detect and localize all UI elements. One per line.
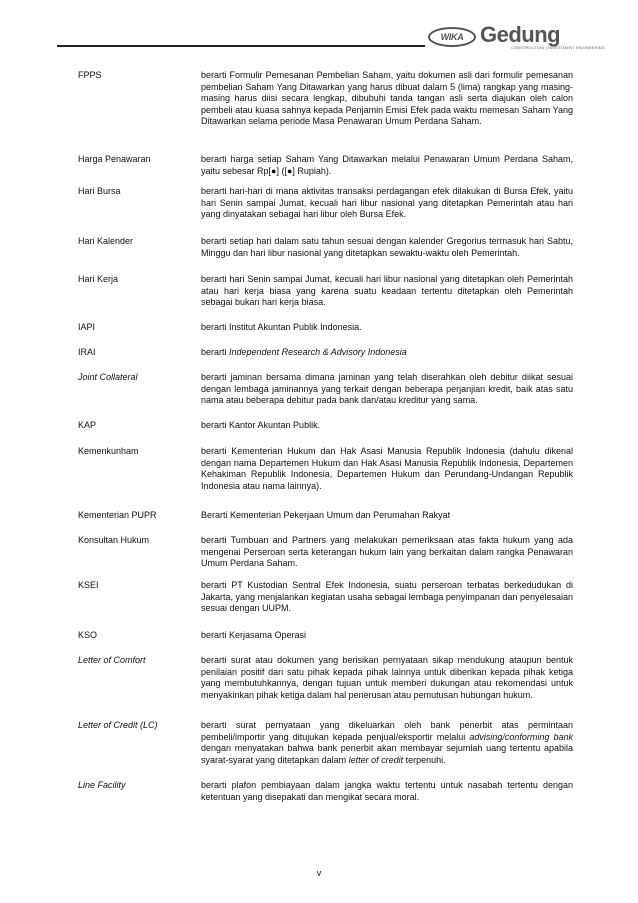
glossary-entry [78, 510, 573, 522]
glossary-term: IAPI [78, 322, 96, 332]
glossary-term: IRAI [78, 347, 96, 357]
definition-text: berarti PT Kustodian Sentral Efek Indonesia, suatu perseroan terbatas berkedudukan di Jakarta, yang menjalankan kegiatan usaha sebagai lembaga penyimpanan dan penyelesaian sesuai dengan UUPM. [201, 580, 573, 613]
glossary-definition [201, 580, 573, 615]
glossary-entry [78, 630, 573, 642]
glossary-entry [78, 372, 573, 407]
glossary-term: Letter of Credit (LC) [78, 720, 158, 730]
definition-text: berarti Formulir Pemesanan Pembelian Saham, yaitu dokumen asli dari formulir pemesanan pembelian Saham Yang Ditawarkan yang harus dibuat dalam 5 (lima) rangkap yang masing-masing harus diisi secara lengkap, dibubuhi tanda tangan asli serta diajukan oleh calon pembeli atau kuasa sahnya kepada Penjamin Emisi Efek pada waktu memesan Saham Yang Ditawarkan selama periode Masa Penawaran Umum Perdana Saham. [201, 70, 573, 126]
glossary-term: KSEI [78, 580, 99, 590]
glossary-entry [78, 322, 573, 334]
glossary-definition [201, 655, 573, 701]
glossary-entry [78, 274, 573, 309]
definition-text: berarti harga setiap Saham Yang Ditawarkan melalui Penawaran Umum Perdana Saham, yaitu sebesar Rp[●] ([●] Rupiah). [201, 154, 573, 176]
glossary-definition [201, 780, 573, 803]
glossary-definition [201, 154, 573, 177]
header-rule [57, 45, 425, 47]
definition-text: berarti hari-hari di mana aktivitas transaksi perdagangan efek dilakukan di Bursa Efek, yaitu hari Senin sampai Jumat, kecuali hari libur nasional yang ditetapkan Pemerintah atau hari yang dinyatakan sebagai hari libur oleh Bursa Efek. [201, 186, 573, 219]
glossary-definition [201, 446, 573, 492]
definition-text: berarti Kerjasama Operasi [201, 630, 307, 640]
definition-text: Berarti Kementerian Pekerjaan Umum dan Perumahan Rakyat [201, 510, 451, 520]
glossary-term: Letter of Comfort [78, 655, 146, 665]
brand-tagline: CONSTRUCTION | INVESTMENT ENGINEERING [511, 45, 606, 50]
definition-text: berarti Kantor Akuntan Publik. [201, 420, 321, 430]
glossary-definition [201, 70, 573, 128]
glossary-term: Line Facility [78, 780, 126, 790]
glossary-term: KSO [78, 630, 98, 640]
glossary-term: Hari Kalender [78, 236, 134, 246]
glossary-term: KAP [78, 420, 97, 430]
glossary-entry [78, 236, 573, 259]
glossary-entry [78, 186, 573, 221]
definition-text: Independent Research & Advisory Indonesia [229, 347, 407, 357]
definition-text: dengan menyatakan bahwa bank penerbit akan membayar sejumlah uang tertentu apabila syarat-syarat yang ditetapkan dalam [201, 743, 573, 765]
glossary-definition [201, 322, 573, 334]
glossary-definition [201, 347, 573, 359]
definition-text: terpenuhi. [403, 754, 446, 765]
definition-text: berarti jaminan bersama dimana jaminan yang telah diserahkan oleh debitur diikat sesuai dengan lembaga jaminannya yang terkait dengan beberapa perjanjian kredit, baik atas satu nama atau beberapa debitur pada bank dan/atau kreditur yang sama. [201, 372, 573, 405]
glossary-entry [78, 535, 573, 570]
glossary-term: Kemenkunham [78, 446, 139, 456]
definition-text: letter of credit [348, 754, 404, 765]
definition-text: berarti Tumbuan and Partners yang melakukan pemeriksaan atas fakta hukum yang ada mengenai Perseroan serta keterangan hukum lain yang berkaitan dalam rangka Penawaran Umum Perdana Saham. [201, 535, 573, 568]
glossary-entry [78, 70, 573, 128]
definition-text: berarti [201, 347, 230, 357]
company-logo [428, 22, 606, 50]
glossary-term: Kementerian PUPR [78, 510, 157, 520]
definition-text: berarti plafon pembiayaan dalam jangka waktu tertentu untuk nasabah tertentu dengan ketentuan yang disepakati dan mengikat secara moral. [201, 780, 573, 802]
definition-text: berarti hari Senin sampai Jumat, kecuali hari libur nasional yang ditetapkan oleh Pemerintah atau hari kerja biasa yang karena suatu keadaan tertentu ditetapkan oleh Pemerintah sebagai bukan hari kerja biasa. [201, 274, 573, 307]
glossary-definition [201, 372, 573, 407]
definition-text: advising/conforming bank [469, 731, 574, 742]
page-number: v [316, 868, 322, 878]
glossary-entry [78, 154, 573, 177]
glossary-definition [201, 274, 573, 309]
glossary-term: Hari Kerja [78, 274, 119, 284]
glossary-definition [201, 720, 573, 766]
glossary-entry [78, 446, 573, 492]
definition-text: berarti surat atau dokumen yang berisikan pernyataan sikap mendukung ataupun bentuk penilaian positif dari satu pihak kepada pihak lainnya untuk diberikan kepada pihak ketiga yang membutuhkannya, dengan tujuan untuk memberi dukungan atau rekomendasi untuk menyakinkan pihak ketiga dalam hal penerusan atau pemutusan hubungan hukum. [201, 655, 573, 700]
wika-logo-icon: WIKA [428, 27, 476, 47]
glossary-entry [78, 347, 573, 359]
glossary-definition [201, 236, 573, 259]
glossary-definition [201, 420, 573, 432]
glossary-definition [201, 630, 573, 642]
definition-text: berarti surat pernyataan yang dikeluarkan oleh bank penerbit atas permintaan pembeli/importir yang ditujukan kepada penjual/eksportir melalui [201, 720, 573, 742]
glossary-term: Konsultan Hukum [78, 535, 150, 545]
glossary-definition [201, 186, 573, 221]
definition-text: berarti Institut Akuntan Publik Indonesia. [201, 322, 362, 332]
definition-text: berarti Kementerian Hukum dan Hak Asasi Manusia Republik Indonesia (dahulu dikenal dengan nama Departemen Hukum dan Hak Asasi Manusia Republik Indonesia, Departemen Kehakiman Republik Indonesia, Departemen Hukum dan Perundang-Undangan Republik Indonesia atau nama lainnya). [201, 446, 573, 491]
glossary-definition [201, 535, 573, 570]
glossary-term: Harga Penawaran [78, 154, 151, 164]
glossary-term: FPPS [78, 70, 102, 80]
glossary-entry [78, 580, 573, 615]
glossary-entry [78, 655, 573, 701]
glossary-entry [78, 780, 573, 803]
brand-name: Gedung [480, 22, 561, 47]
definition-text: berarti setiap hari dalam satu tahun sesuai dengan kalender Gregorius termasuk hari Sabtu, Minggu dan hari libur nasional yang ditetapkan sewaktu-waktu oleh Pemerintah. [201, 236, 573, 258]
glossary-definition [201, 510, 573, 522]
glossary-term: Joint Collateral [78, 372, 138, 382]
glossary-entry [78, 420, 573, 432]
glossary-entry [78, 720, 573, 766]
glossary-term: Hari Bursa [78, 186, 121, 196]
